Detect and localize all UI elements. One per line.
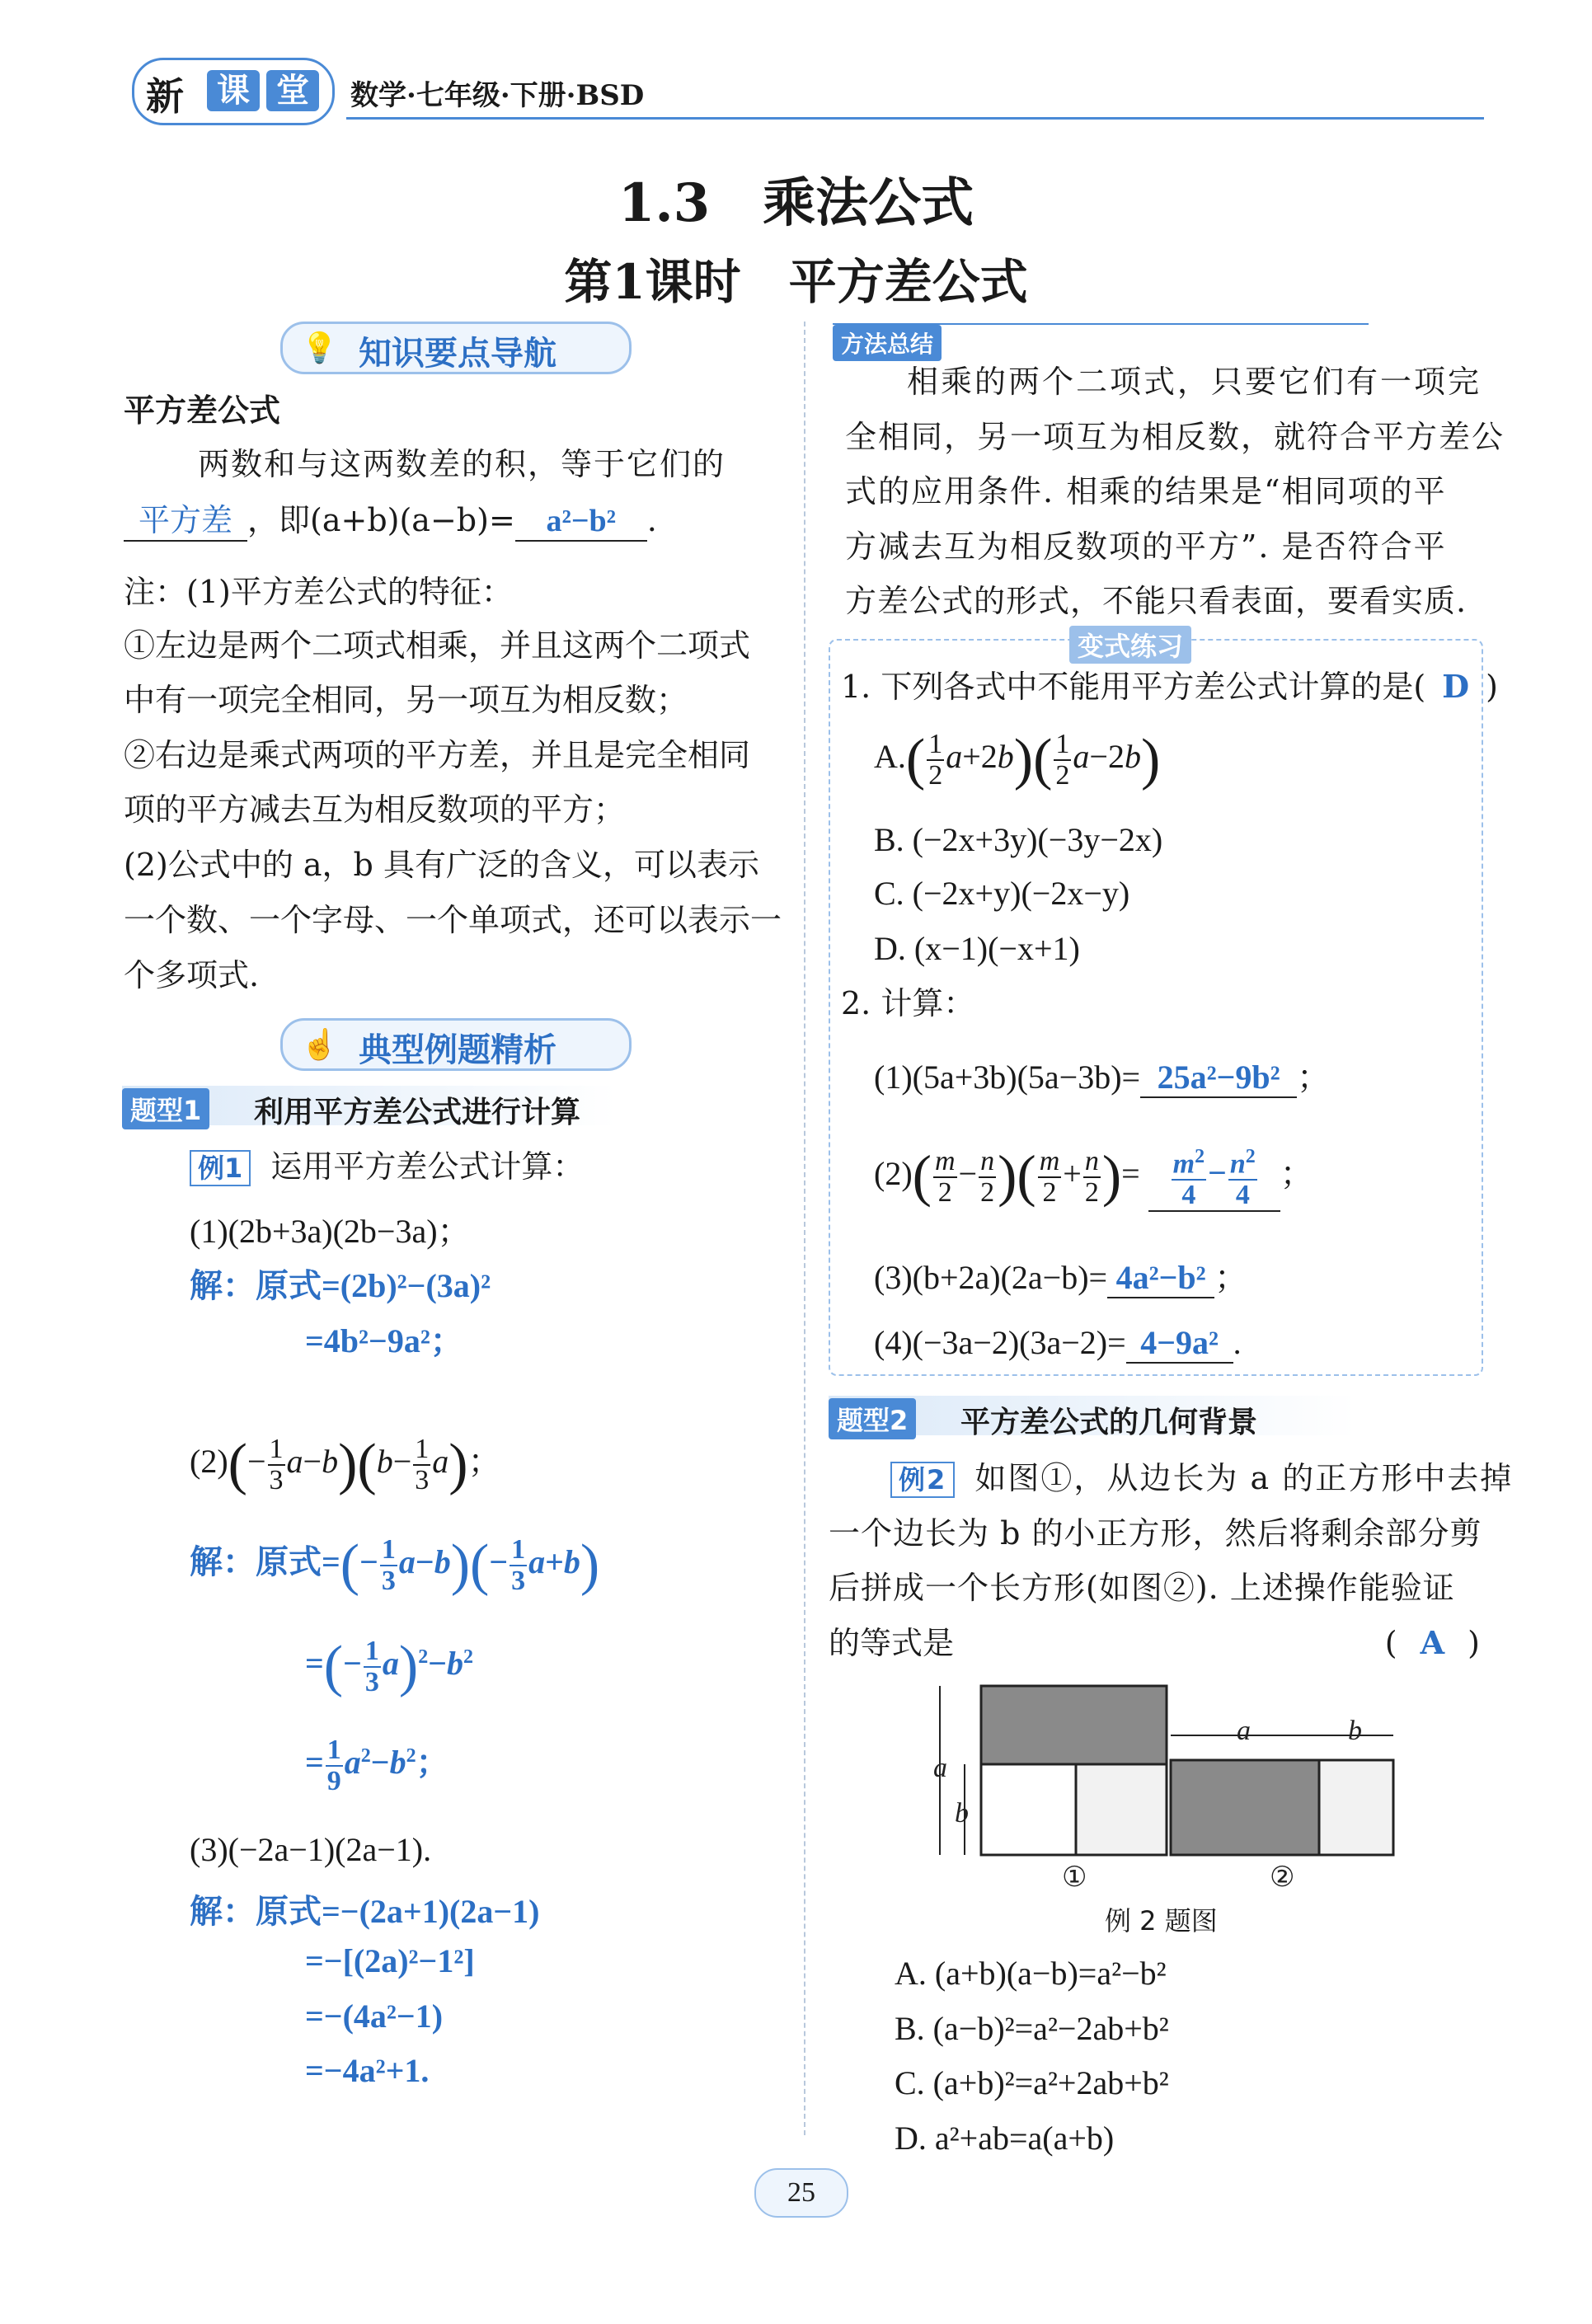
opt-d: D. (x−1)(−x+1): [874, 930, 1080, 967]
s3-a: 解：原式=−(2a+1)(2a−1): [190, 1893, 540, 1930]
fig1-a-label: a: [933, 1753, 947, 1783]
column-divider: [804, 322, 805, 2135]
opt-a-label: A.: [874, 738, 906, 776]
pq1-close: ): [1486, 669, 1498, 705]
ex2-row4: [829, 1624, 1480, 1662]
ex2-row1: [890, 1459, 1513, 1498]
blank-pingfangcha: 平方差: [124, 502, 247, 542]
header: [124, 58, 1484, 124]
q2: (2)(− $\frac{1}{3}$ a−b)(b− $\frac{1}{3}$ a)；: [190, 1433, 501, 1496]
nav-knowledge-title: 知识要点导航: [359, 335, 556, 373]
lesson-title: 第1课时 平方差公式: [564, 254, 1028, 310]
q3: (3)(−2a−1)(2a−1).: [190, 1831, 432, 1868]
c4: (4)(−3a−2)(3a−2)= 4−9a² .: [874, 1323, 1242, 1364]
pq1-text: 1. 下列各式中不能用平方差公式计算的是(: [841, 669, 1426, 705]
c2-answer: $\frac{m^2}{4}$ − $\frac{n^2}{4}$: [1148, 1142, 1280, 1212]
ex2-line4: 的等式是: [829, 1625, 955, 1661]
example2-figure: [915, 1674, 1410, 1888]
p1-period: .: [646, 502, 657, 538]
c3-answer: 4a²−b²: [1107, 1258, 1214, 1298]
note-3: 中有一项完全相同，另一项互为相反数；: [124, 682, 688, 718]
p1-line2: [124, 501, 657, 542]
fig2-shaded-right: [1319, 1760, 1393, 1855]
nav-examples-title: 典型例题精析: [359, 1031, 556, 1069]
header-logo: [132, 58, 335, 125]
ex1-tag: 例1: [190, 1150, 251, 1186]
pq1: [841, 668, 1498, 706]
m-4: 方减去互为相反数项的平方”. 是否符合平: [845, 528, 1447, 565]
p1-mid: ，即(a+b)(a−b)=: [247, 502, 515, 538]
logo-char-1: 新: [146, 74, 184, 119]
logo-char-2: 课: [207, 70, 260, 111]
type1-title: 利用平方差公式进行计算: [254, 1096, 581, 1129]
page-number: 25: [787, 2177, 815, 2208]
pq1-answer: D: [1442, 668, 1470, 705]
page-number-badge: [754, 2168, 848, 2218]
formula-heading: 平方差公式: [124, 392, 281, 429]
opt-a: A.( $\frac{1}{2}$ a+2b)( $\frac{1}{2}$ a−2b): [874, 728, 1161, 791]
e2-opt-d: D. a²+ab=a(a+b): [895, 2120, 1115, 2157]
c1-text: (1)(5a+3b)(5a−3b)=: [874, 1059, 1141, 1096]
p1-line1: 两数和与这两数差的积，等于它们的: [198, 446, 726, 482]
note-8: 个多项式.: [124, 957, 260, 993]
bulb-icon: 💡: [301, 331, 338, 365]
q2-label: (2): [190, 1443, 228, 1481]
fig1-small-square: [981, 1764, 1076, 1855]
s1-a: 解：原式=(2b)²−(3a)²: [190, 1267, 491, 1304]
c3-text: (3)(b+2a)(2a−b)=: [874, 1259, 1108, 1296]
logo-char-3: 堂: [266, 70, 319, 111]
fig2-shaded-left: [1171, 1760, 1319, 1855]
c4-text: (4)(−3a−2)(3a−2)=: [874, 1324, 1126, 1361]
nav-knowledge: [280, 322, 632, 374]
ex2-answer: A: [1420, 1624, 1445, 1661]
opt-c: C. (−2x+y)(−2x−y): [874, 875, 1130, 912]
figure-caption: 例 2 题图: [1105, 1905, 1218, 1937]
fig2-b-label: b: [1348, 1716, 1362, 1746]
s2-b: =(− $\frac{1}{3}$ $a)^2-b^2$: [305, 1635, 474, 1698]
ex2-line2: 一个边长为 b 的小正方形，然后将剩余部分剪: [829, 1515, 1482, 1552]
nav-examples: [280, 1018, 632, 1071]
m-2: 全相同，另一项互为相反数，就符合平方差公: [845, 419, 1505, 455]
c3: (3)(b+2a)(2a−b)= 4a²−b² ；: [874, 1251, 1247, 1298]
blank-formula: a²−b²: [515, 502, 647, 542]
section-title: 1.3 乘法公式: [618, 172, 974, 234]
m-3: 式的应用条件. 相乘的结果是“相同项的平: [845, 473, 1447, 509]
fig2-a-label: a: [1237, 1716, 1251, 1746]
type2-title: 平方差公式的几何背景: [960, 1406, 1258, 1439]
method-tag: 方法总结: [833, 325, 942, 361]
s2-label: 解：原式=: [190, 1543, 340, 1581]
note-6: (2)公式中的 a，b 具有广泛的含义，可以表示: [124, 847, 759, 883]
ex2-tag: 例2: [890, 1462, 955, 1498]
note-7: 一个数、一个字母、一个单项式，还可以表示一: [124, 902, 782, 938]
s3-c: =−(4a²−1): [305, 1998, 444, 2035]
practice-tag: 变式练习: [1069, 626, 1191, 664]
type2-tag: 题型2: [829, 1398, 916, 1439]
e2-opt-a: A. (a+b)(a−b)=a²−b²: [895, 1955, 1167, 1992]
note-1: 注：(1)平方差公式的特征：: [124, 574, 513, 610]
pointer-icon: ☝: [301, 1028, 338, 1062]
c2-label: (2): [874, 1154, 913, 1192]
note-5: 项的平方减去互为相反数项的平方；: [124, 791, 626, 828]
note-4: ②右边是乘式两项的平方差，并且是完全相同: [124, 737, 751, 773]
fig1-b-label: b: [955, 1798, 969, 1829]
s3-d: =−4a²+1.: [305, 2052, 430, 2089]
header-rule: [346, 117, 1484, 120]
fig1-shaded-right: [1076, 1764, 1167, 1855]
e2-opt-b: B. (a−b)²=a²−2ab+b²: [895, 2010, 1169, 2047]
method-bar: [833, 323, 1369, 358]
e2-opt-c: C. (a+b)²=a²+2ab+b²: [895, 2064, 1169, 2101]
s3-b: =−[(2a)²−1²]: [305, 1942, 475, 1979]
fig1-label: ①: [1062, 1861, 1087, 1888]
fig2-label: ②: [1270, 1861, 1295, 1888]
fig1-shaded-top: [981, 1686, 1167, 1764]
s2-a: 解：原式=(− $\frac{1}{3}$ a−b)(− $\frac{1}{3}$ a+b): [190, 1533, 600, 1597]
c2: (2)( $\frac{m}{2}$ − $\frac{n}{2}$ )( $\frac{m}{2}$ + $\frac{n}{2}$ )= $\frac{m^2}{4}$ − $\frac{n^2}{4}$ ；: [874, 1142, 1313, 1212]
note-2: ①左边是两个二项式相乘，并且这两个二项式: [124, 627, 751, 664]
opt-b: B. (−2x+3y)(−3y−2x): [874, 821, 1163, 858]
m-1: 相乘的两个二项式，只要它们有一项完: [907, 364, 1482, 400]
pq2: 2. 计算：: [841, 985, 975, 1021]
ex1-row: [190, 1148, 584, 1186]
c4-answer: 4−9a²: [1126, 1323, 1233, 1364]
type1-bar: [122, 1086, 617, 1129]
ex2-answer-bracket: ( A ): [1384, 1624, 1480, 1661]
m-5: 方差公式的形式，不能只看表面，要看实质.: [845, 583, 1468, 619]
s1-b: =4b²−9a²；: [305, 1322, 463, 1359]
c1-answer: 25a²−9b²: [1140, 1058, 1297, 1098]
header-subtitle: 数学·七年级·下册·BSD: [350, 79, 645, 112]
ex1-text: 运用平方差公式计算：: [270, 1148, 585, 1185]
ex2-line3: 后拼成一个长方形(如图②). 上述操作能验证: [829, 1570, 1455, 1606]
ex2-line1: 如图①，从边长为 a 的正方形中去掉: [974, 1460, 1514, 1496]
q1: (1)(2b+3a)(2b−3a)；: [190, 1213, 471, 1250]
type2-bar: [829, 1396, 1356, 1439]
s2-c: = $\frac{1}{9}$ $a^2-b^2$；: [305, 1735, 449, 1796]
c1: (1)(5a+3b)(5a−3b)= 25a²−9b² ；: [874, 1051, 1330, 1098]
type1-tag: 题型1: [122, 1088, 209, 1129]
